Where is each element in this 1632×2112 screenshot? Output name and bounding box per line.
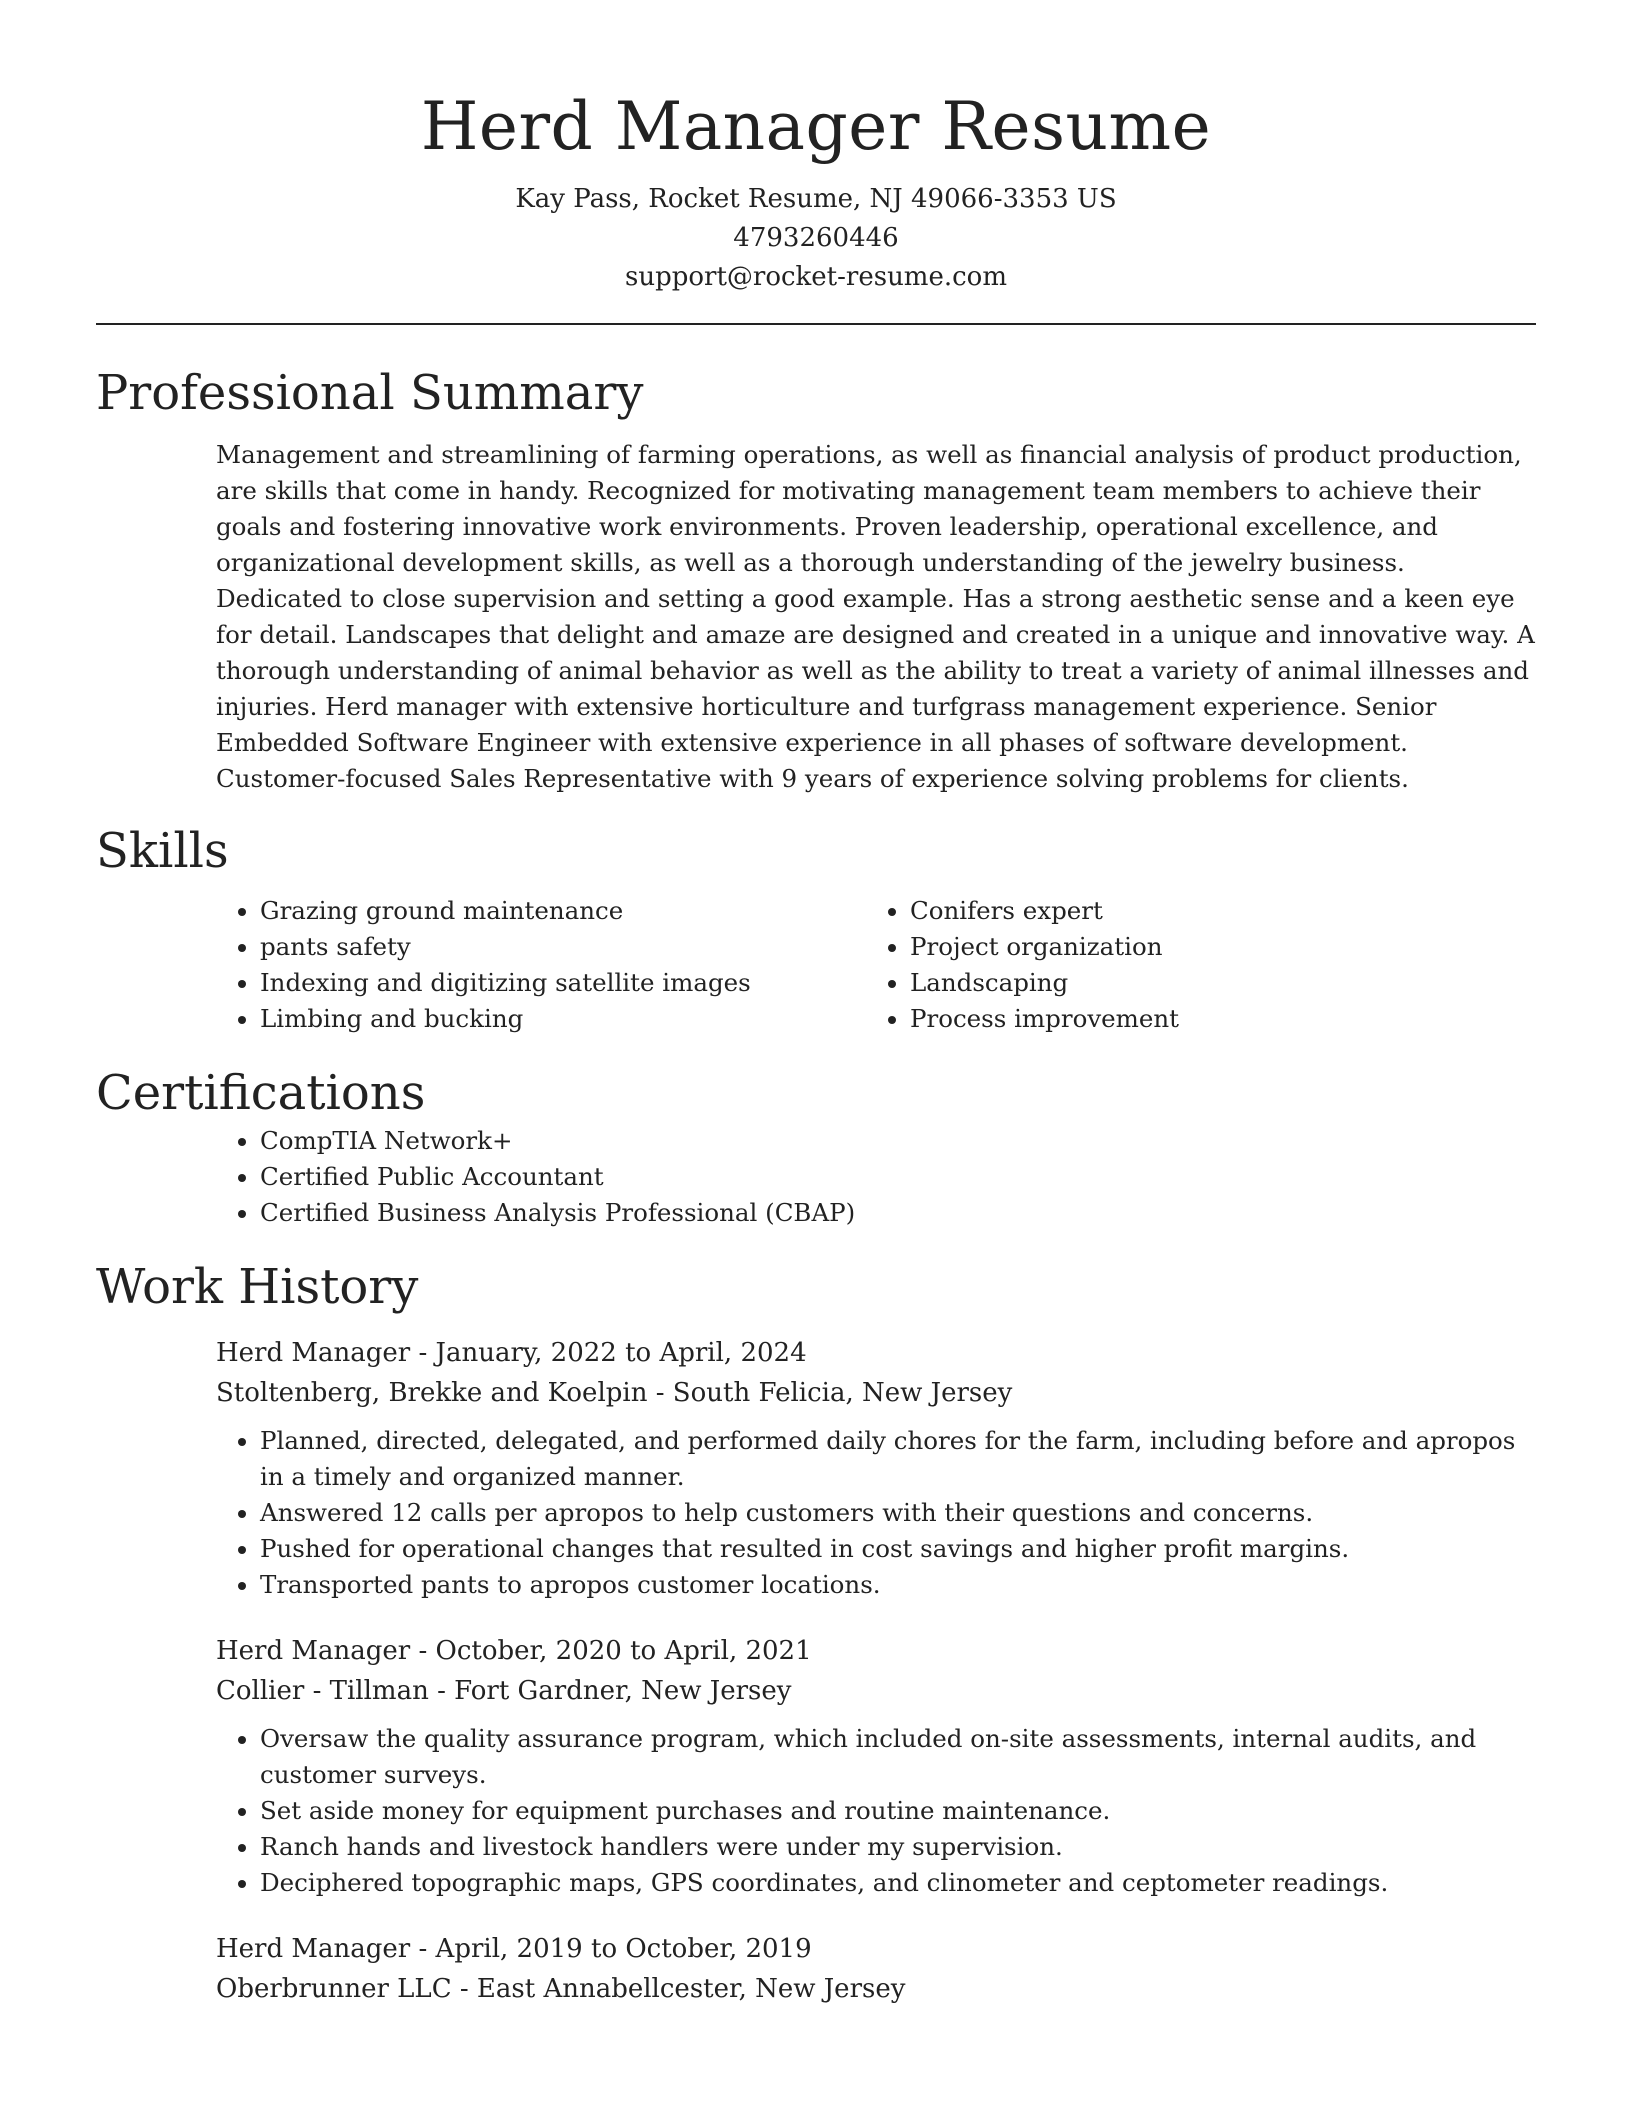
job-company: Collier - Tillman [216,1676,429,1706]
resume-page [96,0,1536,2009]
job-bullet: • Ranch hands and livestock handlers were under my supervision. [260,1829,1536,1865]
contact-address: Kay Pass, Rocket Resume, NJ 49066-3353 US [515,184,1117,214]
job-title-line [216,1929,1536,1969]
job-bullet: • Planned, directed, delegated, and performed daily chores for the farm, including before and apropos in a timely and organized manner. [260,1423,1536,1495]
job-location: - Fort Gardner, New Jersey [428,1676,792,1706]
job-company-line [216,1671,1536,1711]
job-company-line [216,1373,1536,1413]
section-heading-work-history: Work History [96,1259,419,1315]
job-bullets [216,1423,1536,1603]
summary-text: Management and streamlining of farming operations, as well as financial analysis of product production, are skills that come in handy. Recognized for motivating management team members to achieve their goals and fostering innovative work environments. Proven leadership, operational excellence, and organizational development skills, as well as a thorough understanding of the jewelry business. Dedicated to close supervision and setting a good example. Has a strong aesthetic sense and a keen eye for detail. Landscapes that delight and amaze are designed and created in a unique and innovative way. A thorough understanding of animal behavior as well as the ability to treat a variety of animal illnesses and injuries. Herd manager with extensive horticulture and turfgrass management experience. Senior Embedded Software Engineer with extensive experience in all phases of software development. Customer-focused Sales Representative with 9 years of experience solving problems for clients. [216,440,1535,793]
skill-item: • Conifers expert [910,893,1179,929]
job-company: Oberbrunner LLC [216,1974,452,2004]
skills-column-right [910,893,1179,1037]
job-bullet: • Set aside money for equipment purchases and routine maintenance. [260,1793,1536,1829]
job-role: Herd Manager [216,1636,411,1666]
job-bullet: • Deciphered topographic maps, GPS coordinates, and clinometer and ceptometer readings. [260,1865,1536,1901]
job-dates: - October, 2020 to April, 2021 [410,1636,812,1666]
section-heading-skills: Skills [96,823,229,879]
job-title-line [216,1333,1536,1373]
job-bullet: • Transported pants to apropos customer locations. [260,1567,1536,1603]
section-heading-summary: Professional Summary [96,365,644,421]
job-entry [216,1631,1536,1901]
skill-item: • Indexing and digitizing satellite images [260,965,910,1001]
skill-item: • Project organization [910,929,1179,965]
job-location: - South Felicia, New Jersey [647,1378,1013,1408]
skill-item: • pants safety [260,929,910,965]
section-heading-certifications: Certifications [96,1065,426,1121]
job-bullet: • Oversaw the quality assurance program, which included on-site assessments, internal audits, and customer surveys. [260,1721,1536,1793]
skill-item: • Limbing and bucking [260,1001,910,1037]
skills-column-left [96,893,910,1037]
job-company-line [216,1969,1536,2009]
certification-item: • Certified Business Analysis Professional (CBAP) [260,1195,1536,1231]
header-divider [96,323,1536,325]
certifications-list [96,1123,1536,1231]
job-role: Herd Manager [216,1338,411,1368]
job-company: Stoltenberg, Brekke and Koelpin [216,1378,648,1408]
skill-item: • Landscaping [910,965,1179,1001]
job-dates: - April, 2019 to October, 2019 [410,1934,812,1964]
job-location: - East Annabellcester, New Jersey [451,1974,906,2004]
page-title: Herd Manager Resume [420,88,1212,165]
job-dates: - January, 2022 to April, 2024 [410,1338,807,1368]
skill-item: • Process improvement [910,1001,1179,1037]
job-entry [216,1333,1536,1603]
resume-header [96,0,1536,297]
job-bullet: • Answered 12 calls per apropos to help customers with their questions and concerns. [260,1495,1536,1531]
job-entry [216,1929,1536,2009]
job-role: Herd Manager [216,1934,411,1964]
certification-item: • Certified Public Accountant [260,1159,1536,1195]
certification-item: • CompTIA Network+ [260,1123,1536,1159]
contact-phone: 4793260446 [733,223,899,253]
job-bullets [216,1721,1536,1901]
job-title-line [216,1631,1536,1671]
contact-email: support@rocket-resume.com [624,262,1007,292]
skill-item: • Grazing ground maintenance [260,893,910,929]
contact-info [96,180,1536,297]
job-bullet: • Pushed for operational changes that resulted in cost savings and higher profit margins. [260,1531,1536,1567]
skills-list [96,893,1536,1037]
